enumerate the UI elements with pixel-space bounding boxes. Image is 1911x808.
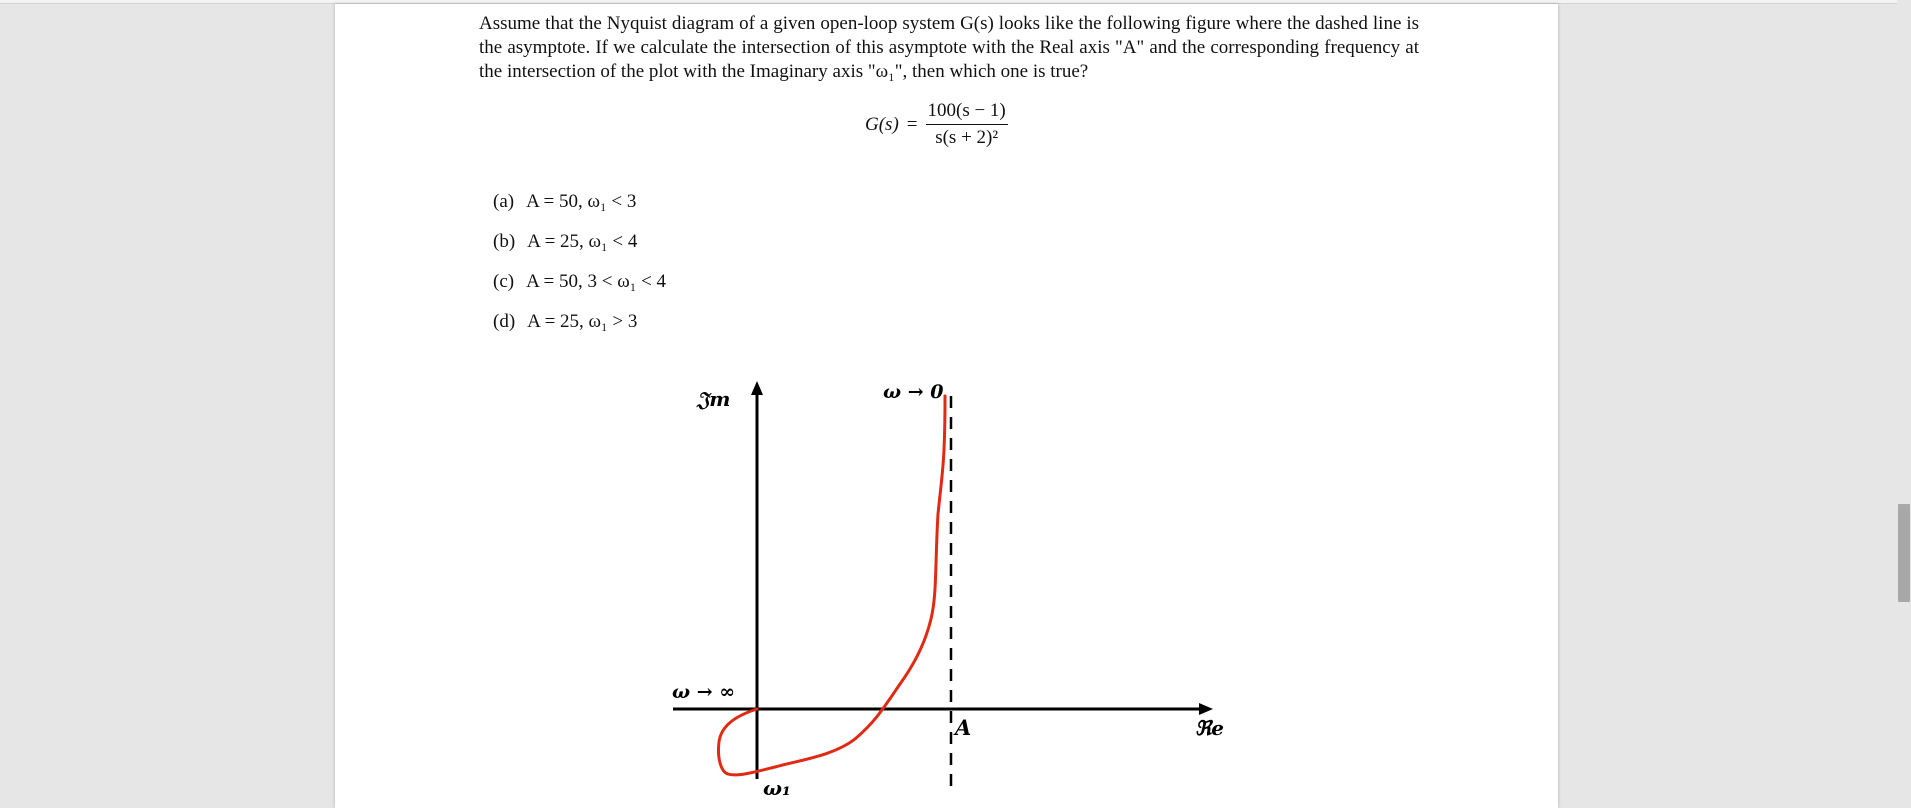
nyquist-diagram [335,4,1558,808]
option-text: A = 50, ω₁ < 3 [526,191,637,212]
omega-zero-label: ω → 0 [883,381,944,403]
omega-infinity-label: ω → ∞ [672,681,736,703]
a-point-label: A [955,715,972,740]
question-text: Assume that the Nyquist diagram of a given open-loop system G(s) looks like the following figure where the dashed line is the asymptote. If we calculate the intersection of this asymptote with the Real axis "A" and the corresponding frequency at the intersection of the plot with the Imaginary axis "ω₁", then which one is true? [479,13,1419,82]
re-axis-label: ℜe [1195,716,1225,740]
imaginary-axis-arrow [751,381,763,395]
option-text: A = 25, ω₁ > 3 [527,311,638,332]
real-axis-arrow [1199,703,1213,715]
omega1-label: ω₁ [763,776,791,800]
formula-numerator: 100(s − 1) [926,100,1008,125]
option-text: A = 50, 3 < ω₁ < 4 [526,271,667,292]
option-label: (b) [493,231,516,252]
document-page [335,4,1558,808]
formula-lhs: G(s) [865,113,899,135]
scrollbar-thumb[interactable] [1898,504,1910,602]
formula-equals: = [906,113,918,135]
vertical-scrollbar[interactable] [1897,0,1911,808]
option-label: (c) [493,271,515,292]
option-text: A = 25, ω₁ < 4 [527,231,638,252]
nyquist-curve [718,396,945,775]
im-axis-label: 𝔍m [697,387,731,411]
option-label: (a) [493,191,515,212]
formula-denominator: s(s + 2)² [935,127,999,148]
option-label: (d) [493,311,516,332]
